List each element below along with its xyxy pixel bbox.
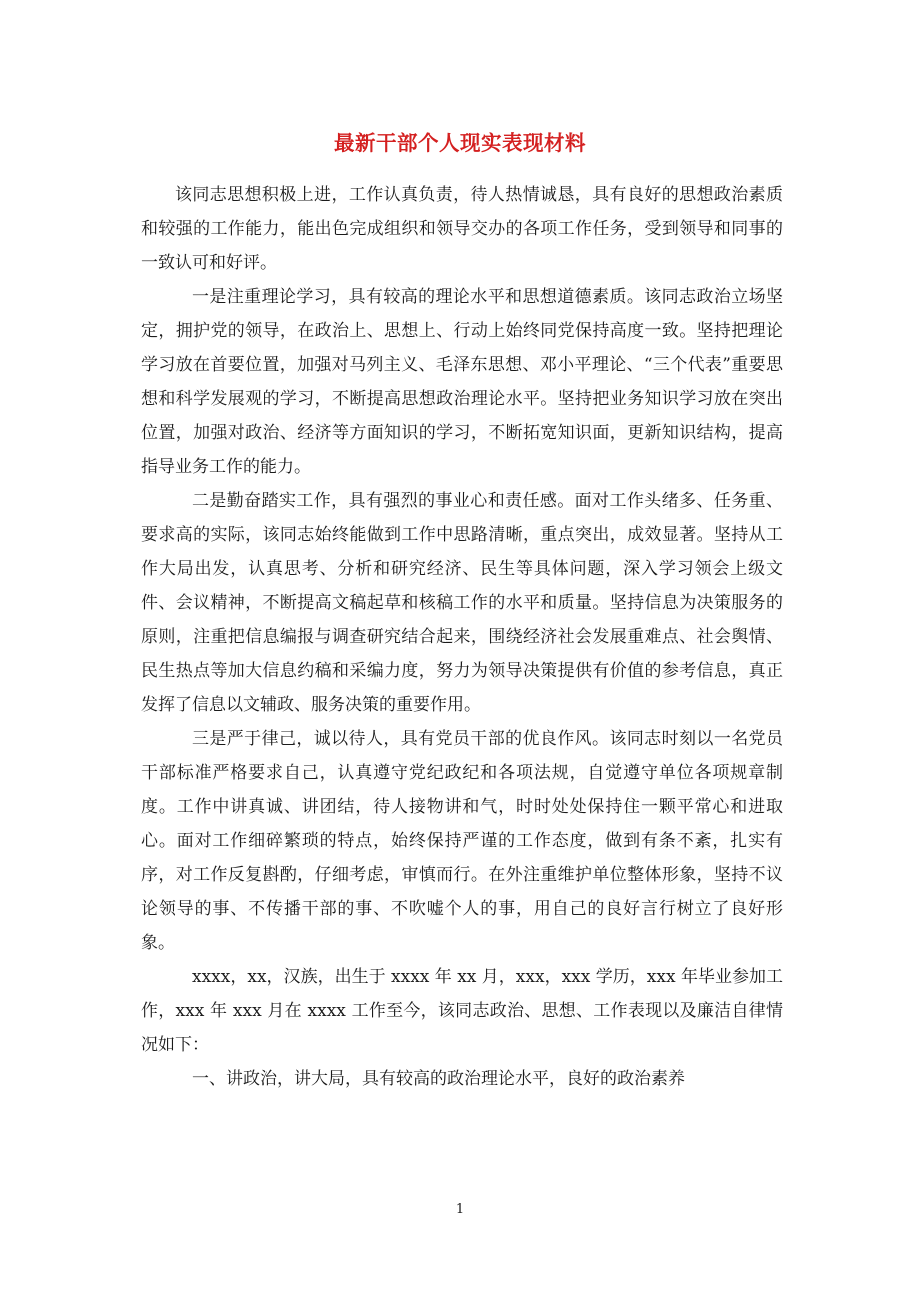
paragraph-self-discipline: 三是严于律己，诚以待人，具有党员干部的优良作风。该同志时刻以一名党员干部标准严格要求自己，认真遵守党纪政纪和各项法规，自觉遵守单位各项规章制度。工作中讲真诚、讲团结，待人接物讲和气，时时处处保持住一颗平常心和进取心。面对工作细碎繁琐的特点，始终保持严谨的工作态度，做到有条不紊，扎实有序，对工作反复斟酌，仔细考虑，审慎而行。在外注重维护单位整体形象，坚持不议论领导的事、不传播干部的事、不吹嘘个人的事，用自己的良好言行树立了良好形象。 <box>141 729 783 953</box>
document-title: 最新干部个人现实表现材料 <box>334 131 586 155</box>
paragraph-section-heading: 一、讲政治，讲大局，具有较高的政治理论水平，良好的政治素养 <box>192 1069 685 1089</box>
paragraph-diligent-work: 二是勤奋踏实工作，具有强烈的事业心和责任感。面对工作头绪多、任务重、要求高的实际，该同志始终能做到工作中思路清晰，重点突出，成效显著。坚持从工作大局出发，认真思考、分析和研究经济、民生等具体问题，深入学习领会上级文件、会议精神，不断提高文稿起草和核稿工作的水平和质量。坚持信息为决策服务的原则，注重把信息编报与调查研究结合起来，围绕经济社会发展重难点、社会舆情、民生热点等加大信息约稿和采编力度，努力为领导决策提供有价值的参考信息，真正发挥了信息以文辅政、服务决策的重要作用。 <box>141 491 783 715</box>
paragraph-theory-study: 一是注重理论学习，具有较高的理论水平和思想道德素质。该同志政治立场坚定，拥护党的领导，在政治上、思想上、行动上始终同党保持高度一致。坚持把理论学习放在首要位置，加强对马列主义、毛泽东思想、邓小平理论、“三个代表”重要思想和科学发展观的学习，不断提高思想政治理论水平。坚持把业务知识学习放在突出位置，加强对政治、经济等方面知识的学习，不断拓宽知识面，更新知识结构，提高指导业务工作的能力。 <box>141 287 783 477</box>
paragraph-intro: 该同志思想积极上进，工作认真负责，待人热情诚恳，具有良好的思想政治素质和较强的工作能力，能出色完成组织和领导交办的各项工作任务，受到领导和同事的一致认可和好评。 <box>141 185 783 273</box>
paragraph-personal-info: xxxx，xx，汉族，出生于 xxxx 年 xx 月，xxx，xxx 学历，xxx 年毕业参加工作，xxx 年 xxx 月在 xxxx 工作至今，该同志政治、思想、工作表现以及廉洁自律情况如下： <box>141 967 783 1055</box>
page-number: 1 <box>455 1202 465 1217</box>
document-body <box>141 178 783 1096</box>
